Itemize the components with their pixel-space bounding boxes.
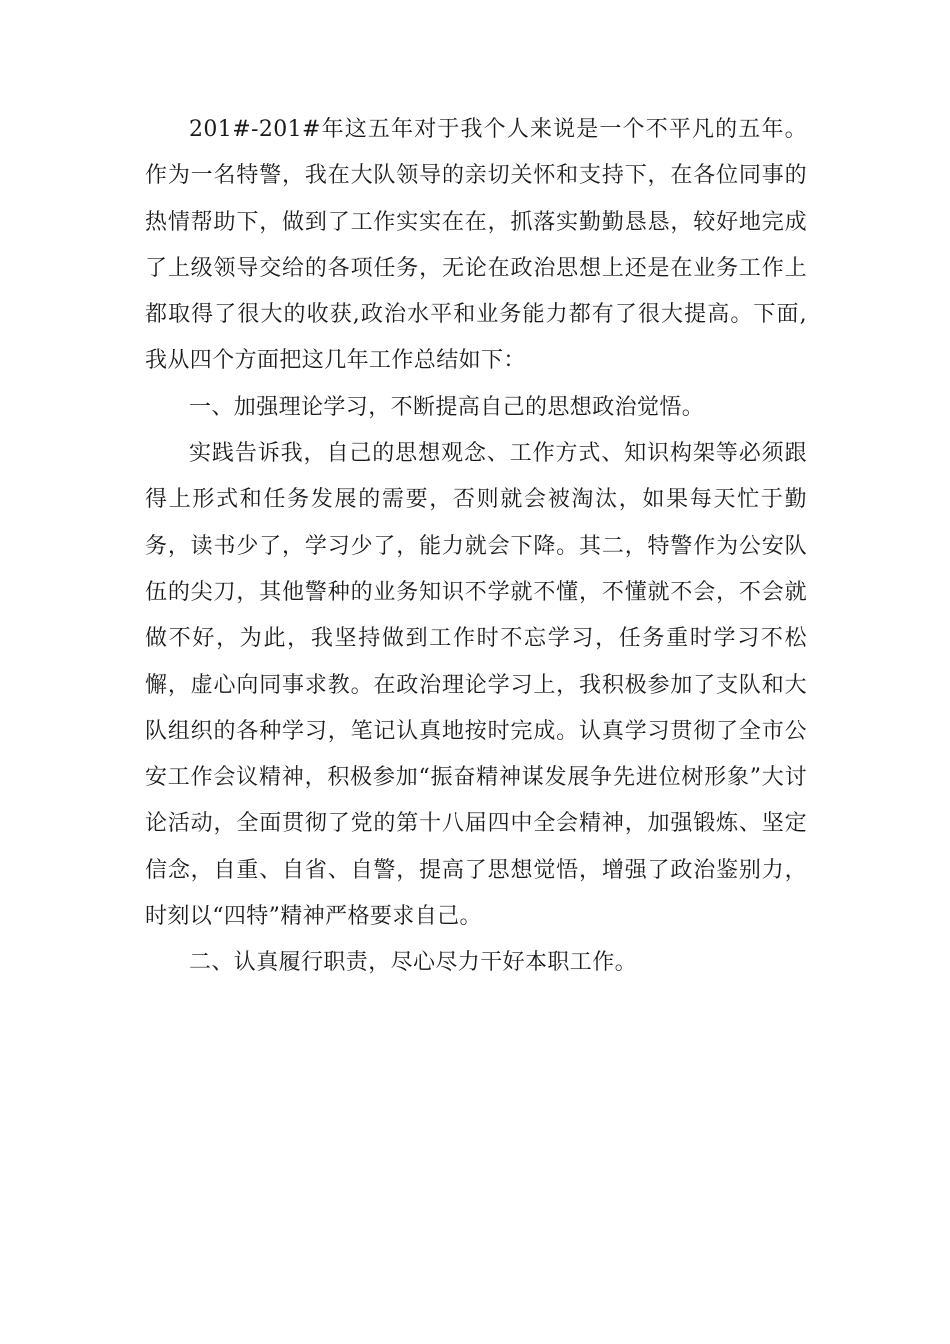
section-2-heading: 二、认真履行职责，尽心尽力干好本职工作。 [189,950,638,976]
document-page [145,107,807,987]
section-1-paragraph: 实践告诉我，自己的思想观念、工作方式、知识构架等必须跟得上形式和任务发展的需要，否则就会被淘汰，如果每天忙于勤务，读书少了，学习少了，能力就会下降。其二，特警作为公安队伍的尖刀，其他警种的业务知识不学就不懂，不懂就不会，不会就做不好，为此，我坚持做到工作时不忘学习，任务重时学习不松懈，虚心向同事求教。在政治理论学习上，我积极参加了支队和大队组织的各种学习，笔记认真地按时完成。认真学习贯彻了全市公安工作会议精神，积极参加“振奋精神谋发展争先进位树形象”大讨论活动，全面贯彻了党的第十八届四中全会精神，加强锻炼、坚定信念，自重、自省、自警，提高了思想觉悟，增强了政治鉴别力，时刻以“四特”精神严格要求自己。 [145,441,807,930]
intro-paragraph: 201#-201#年这五年对于我个人来说是一个不平凡的五年。作为一名特警，我在大队领导的亲切关怀和支持下，在各位同事的热情帮助下，做到了工作实实在在，抓落实勤勤恳恳，较好地完成了上级领导交给的各项任务，无论在政治思想上还是在业务工作上都取得了很大的收获,政治水平和业务能力都有了很大提高。下面,我从四个方面把这几年工作总结如下： [145,117,807,374]
section-1-heading: 一、加强理论学习，不断提高自己的思想政治觉悟。 [189,394,705,420]
